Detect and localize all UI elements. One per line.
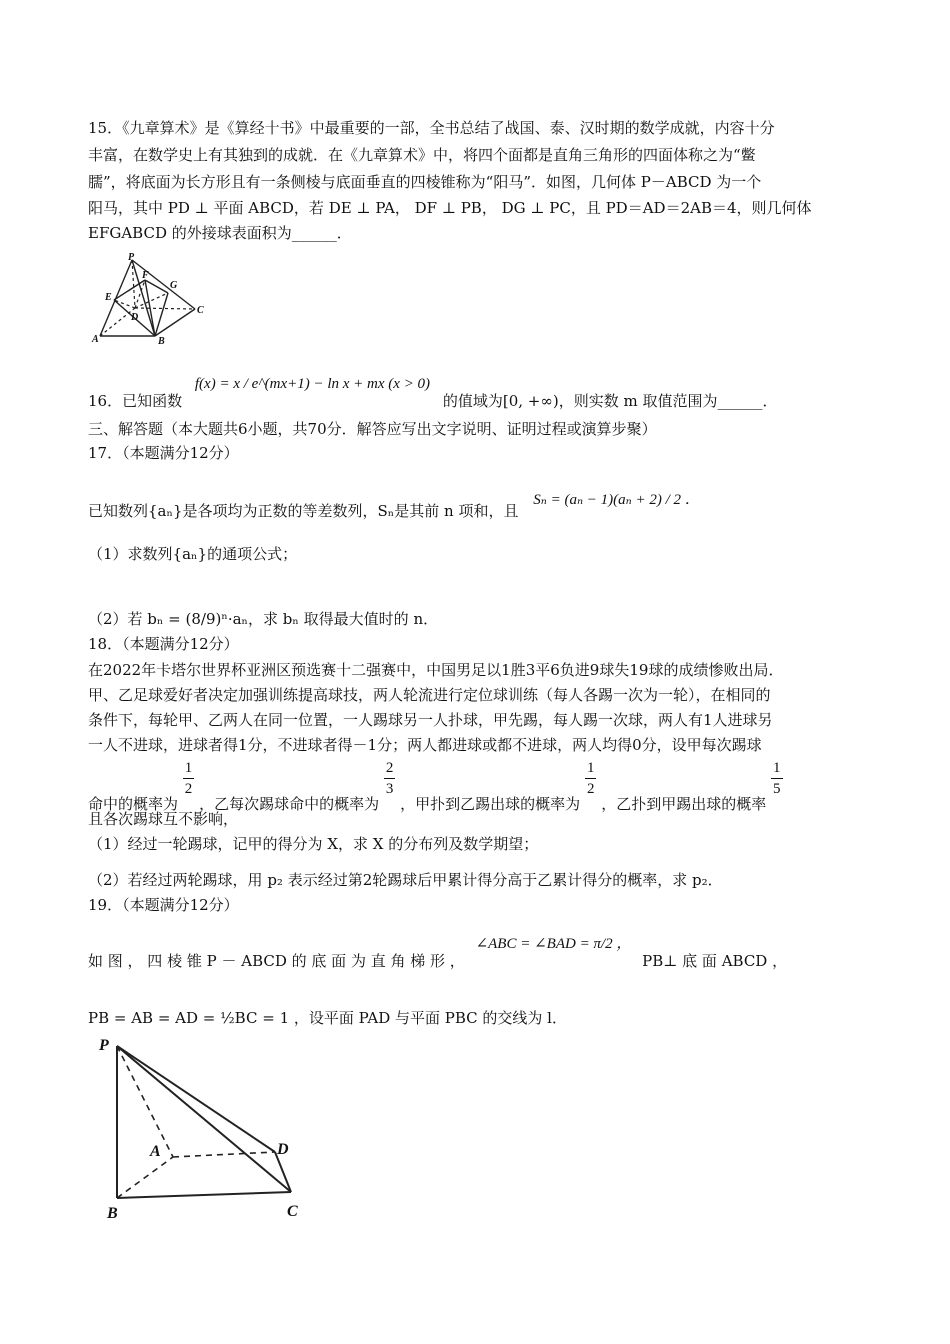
section-3-heading: 三、解答题（本大题共6小题，共70分．解答应写出文字说明、证明过程或演算步聚）	[88, 420, 657, 438]
q19-l1b: PB⊥ 底 面 ABCD ，	[642, 952, 788, 970]
q15-line4: 阳马，其中 PD ⊥ 平面 ABCD，若 DE ⊥ PA， DF ⊥ PB， DG ⊥ PC，且 PD＝AD＝2AB＝4，则几何体	[88, 199, 812, 217]
label-b: B	[158, 336, 165, 347]
q19-line1	[88, 936, 788, 971]
label-g: G	[170, 280, 178, 291]
q18-l5b: ，乙每次踢球命中的概率为	[199, 794, 380, 813]
pyramid-figure-q19	[95, 1032, 310, 1224]
q15-line5: EFGABCD 的外接球表面积为______．	[88, 224, 352, 242]
label-c: C	[197, 305, 204, 316]
q17-part2: （2）若 bₙ = (8/9)ⁿ·aₙ，求 bₙ 取得最大值时的 n．	[88, 610, 439, 628]
fraction-4: $\frac{1}{5}$	[773, 760, 781, 797]
q16-formula: f(x) = x / e^(mx+1) − ln x + mx (x > 0)	[194, 376, 431, 392]
q18-line5	[88, 758, 783, 813]
q15-line2: 丰富，在数学史上有其独到的成就．在《九章算术》中，将四个面都是直角三角形的四面体称之为“鳖	[88, 146, 756, 164]
q17-stem	[88, 492, 700, 521]
q16-line	[88, 376, 778, 411]
q17-stem-text: 已知数列{aₙ}是各项均为正数的等差数列，Sₙ是其前 n 项和，且	[88, 502, 519, 520]
q18-l5d: ，乙扑到甲踢出球的概率	[601, 794, 767, 813]
label-f: F	[142, 270, 149, 281]
q17-sn-formula: Sₙ = (aₙ − 1)(aₙ + 2) / 2 ．	[533, 492, 700, 508]
q18-line6: 且各次踢球互不影响，	[88, 810, 239, 828]
q18-head: 18．（本题满分12分）	[88, 635, 239, 653]
q18-part2: （2）若经过两轮踢球，用 p₂ 表示经过第2轮踢球后甲累计得分高于乙累计得分的概率，求 p₂．	[88, 871, 723, 889]
label-d: D	[131, 312, 139, 323]
q17-part1: （1）求数列{aₙ}的通项公式；	[88, 545, 298, 563]
q19-l1: 如 图 ， 四 棱 锥 P － ABCD 的 底 面 为 直 角 梯 形 ，	[88, 952, 465, 970]
q19-angle: ∠ABC = ∠BAD = π/2 ，	[475, 936, 632, 952]
q18-line3: 条件下，每轮甲、乙两人在同一位置，一人踢球另一人扑球，甲先踢，每人踢一次球，两人有1人进球另	[88, 711, 773, 729]
q18-l5c: ，甲扑到乙踢出球的概率为	[400, 794, 581, 813]
label-a: A	[92, 334, 99, 345]
q19-line2: PB = AB = AD = ½BC = 1 ，设平面 PAD 与平面 PBC 的交线为 l．	[88, 1009, 567, 1027]
label-c: C	[287, 1203, 298, 1220]
q18-line2: 甲、乙足球爱好者决定加强训练提高球技，两人轮流进行定位球训练（每人各踢一次为一轮），在相同的	[88, 686, 771, 704]
q18-l5a: 命中的概率为	[88, 794, 179, 813]
q18-line1: 在2022年卡塔尔世界杯亚洲区预选赛十二强赛中，中国男足以1胜3平6负进9球失19球的成绩惨败出局．	[88, 661, 784, 679]
fraction-3: $\frac{1}{2}$	[586, 760, 595, 797]
label-a: A	[150, 1143, 161, 1160]
label-p: P	[128, 252, 135, 263]
label-d: D	[277, 1141, 289, 1158]
q16-prefix: 16．已知函数	[88, 392, 183, 410]
label-b: B	[107, 1205, 118, 1222]
q15-line1: 15．《九章算术》是《算经十书》中最重要的一部，全书总结了战国、泰、汉时期的数学成就，内容十分	[88, 119, 775, 137]
label-p: P	[99, 1037, 109, 1054]
fraction-1: $\frac{1}{2}$	[184, 760, 193, 797]
q17-head: 17．（本题满分12分）	[88, 444, 239, 462]
q18-line4: 一人不进球，进球者得1分，不进球者得－1分；两人都进球或都不进球，两人均得0分，设甲每次踢球	[88, 736, 762, 754]
label-e: E	[105, 292, 112, 303]
fraction-2: $\frac{2}{3}$	[385, 760, 394, 797]
q19-head: 19．（本题满分12分）	[88, 896, 239, 914]
q16-range: 的值域为[0, +∞)，则实数 m 取值范围为______．	[442, 392, 778, 410]
q18-part1: （1）经过一轮踢球，记甲的得分为 X，求 X 的分布列及数学期望；	[88, 835, 539, 853]
q15-line3: 臑”，将底面为长方形且有一条侧棱与底面垂直的四棱锥称为“阳马”．如图，几何体 P－ABCD 为一个	[88, 173, 762, 191]
pyramid-figure-q15	[90, 250, 220, 350]
